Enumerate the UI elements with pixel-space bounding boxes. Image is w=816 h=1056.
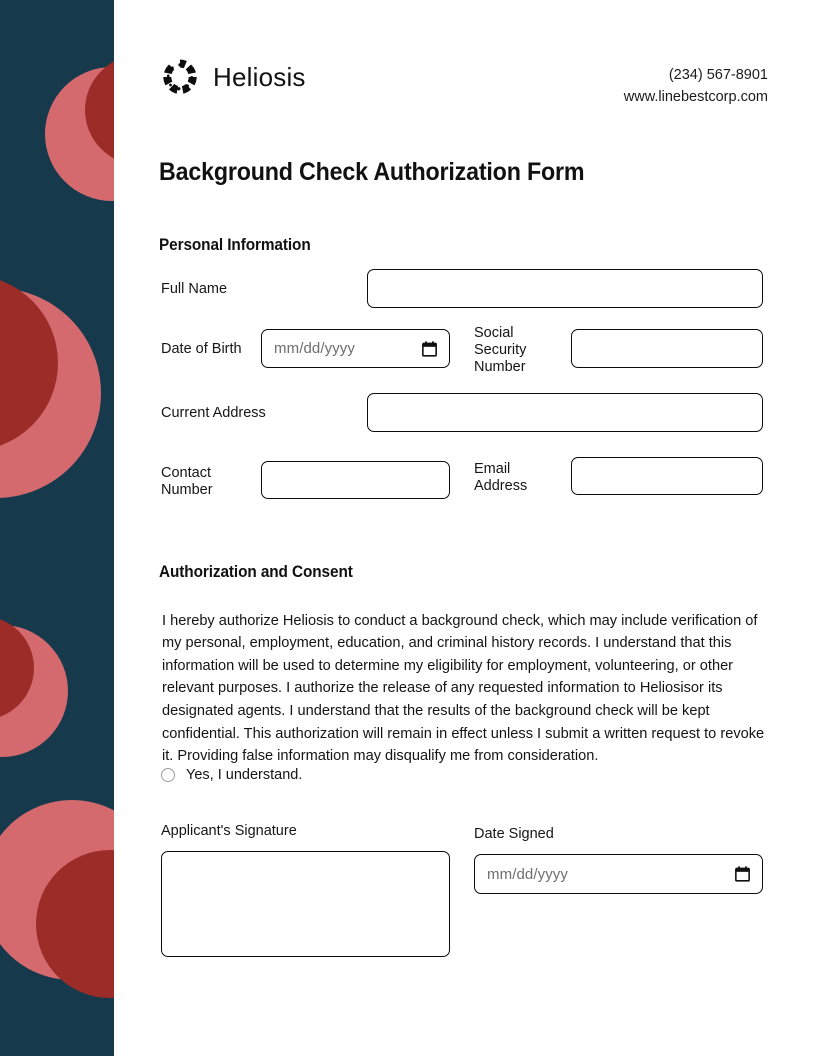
form-content	[114, 0, 816, 1056]
section-heading-personal-information: Personal Information	[159, 236, 311, 254]
consent-agree-label: Yes, I understand.	[186, 767, 303, 783]
date-of-birth-placeholder: mm/dd/yyyy	[274, 340, 356, 357]
contact-info	[624, 64, 768, 108]
brand-name: Heliosis	[213, 61, 306, 92]
calendar-icon[interactable]	[422, 341, 437, 357]
decorative-circles-graphic	[0, 0, 114, 1056]
consent-agree-radio-row[interactable]	[161, 767, 302, 783]
brand-lockup	[161, 58, 306, 96]
phone-number: (234) 567-8901	[668, 67, 768, 83]
email-address-input[interactable]	[571, 457, 763, 495]
label-full-name: Full Name	[161, 281, 228, 297]
label-date-signed: Date Signed	[474, 826, 554, 842]
applicant-signature-pad[interactable]	[161, 851, 450, 957]
sunburst-circle-icon	[161, 58, 199, 96]
full-name-input[interactable]	[367, 269, 763, 308]
date-signed-input[interactable]	[474, 854, 763, 894]
date-signed-placeholder: mm/dd/yyyy	[487, 865, 569, 883]
consent-paragraph: I hereby authorize Heliosis to conduct a background check, which may include verification of my personal, employment, education, and criminal history records. I understand that this information will be used to determine my eligibility for employment, volunteering, or other relevant purposes. I authorize the release of any requested information to Heliosisor its designated agents. I understand that the results of the background check will be kept confidential. This authorization will remain in effect unless I submit a written request to revoke it. Providing false information may disqualify me from consideration.	[162, 612, 765, 765]
label-social-security-number: Social Security Number	[474, 325, 527, 375]
label-email-address: Email Address	[474, 461, 528, 494]
label-current-address: Current Address	[161, 405, 266, 421]
consent-agree-radio[interactable]	[161, 768, 175, 782]
calendar-icon[interactable]	[735, 866, 750, 882]
decorative-sidebar	[0, 0, 114, 1056]
label-contact-number: Contact Number	[161, 465, 213, 498]
contact-number-input[interactable]	[261, 461, 450, 499]
social-security-number-input[interactable]	[571, 329, 763, 368]
website-url: www.linebestcorp.com	[623, 89, 768, 105]
current-address-input[interactable]	[367, 393, 763, 432]
label-date-of-birth: Date of Birth	[161, 341, 242, 357]
date-of-birth-input[interactable]	[261, 329, 450, 368]
page-title: Background Check Authorization Form	[159, 158, 585, 186]
document-header	[161, 58, 768, 116]
label-applicant-signature: Applicant's Signature	[161, 823, 297, 839]
section-heading-authorization-and-consent: Authorization and Consent	[159, 563, 353, 581]
